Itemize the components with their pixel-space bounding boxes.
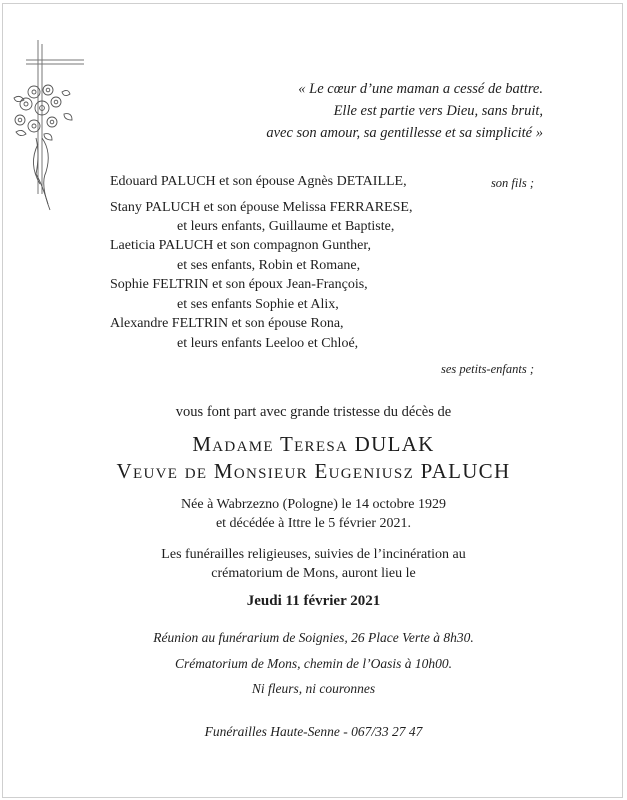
grandchild-line: Alexandre FELTRIN et son épouse Rona, bbox=[110, 316, 344, 331]
crematorium-info: Crématorium de Mons, chemin de l’Oasis à 10h00. bbox=[174, 656, 453, 671]
grandchild-line: Laeticia PALUCH et son compagnon Gunther, bbox=[110, 238, 371, 253]
death-line: et décédée à Ittre le 5 février 2021. bbox=[215, 516, 412, 531]
announcement: vous font part avec grande tristesse du décès de bbox=[175, 404, 452, 420]
grandchild-line: Sophie FELTRIN et son époux Jean-François, bbox=[110, 277, 368, 292]
birth-line: Née à Wabrzezno (Pologne) le 14 octobre 1929 bbox=[181, 497, 446, 512]
grandchild-line: et leurs enfants Leeloo et Chloé, bbox=[177, 336, 359, 351]
meeting-info: Réunion au funérarium de Soignies, 26 Place Verte à 8h30. bbox=[153, 630, 474, 645]
deceased-name: Madame Teresa DULAK bbox=[192, 432, 435, 456]
funeral-line: Les funérailles religieuses, suivies de l’incinération au bbox=[161, 547, 466, 562]
widow-of-line: Veuve de Monsieur Eugeniusz PALUCH bbox=[116, 459, 511, 483]
son-role: son fils ; bbox=[490, 176, 534, 190]
life-dates bbox=[0, 495, 627, 533]
cross-with-flowers-icon bbox=[6, 34, 86, 234]
grandchildren-role: ses petits-enfants ; bbox=[440, 362, 534, 376]
funeral-line: crématorium de Mons, auront lieu le bbox=[211, 566, 416, 581]
grandchild-line: et leurs enfants, Guillaume et Baptiste, bbox=[177, 219, 395, 234]
flowers-note: Ni fleurs, ni couronnes bbox=[251, 681, 376, 696]
quote-line: « Le cœur d’une maman a cessé de battre. bbox=[298, 81, 543, 97]
quote-block bbox=[266, 78, 543, 144]
grandchild-line: Stany PALUCH et son épouse Melissa FERRARESE, bbox=[110, 200, 413, 215]
quote-line: avec son amour, sa gentillesse et sa simplicité » bbox=[266, 125, 543, 141]
grandchild-line: et ses enfants, Robin et Romane, bbox=[177, 258, 361, 273]
son-line: Edouard PALUCH et son épouse Agnès DETAILLE, bbox=[110, 174, 407, 189]
funeral-date: Jeudi 11 février 2021 bbox=[246, 593, 381, 609]
quote-line: Elle est partie vers Dieu, sans bruit, bbox=[333, 103, 543, 119]
grandchild-line: et ses enfants Sophie et Alix, bbox=[177, 297, 339, 312]
funeral-info bbox=[0, 545, 627, 583]
footer-funeral-home: Funérailles Haute-Senne - 067/33 27 47 bbox=[204, 724, 423, 739]
